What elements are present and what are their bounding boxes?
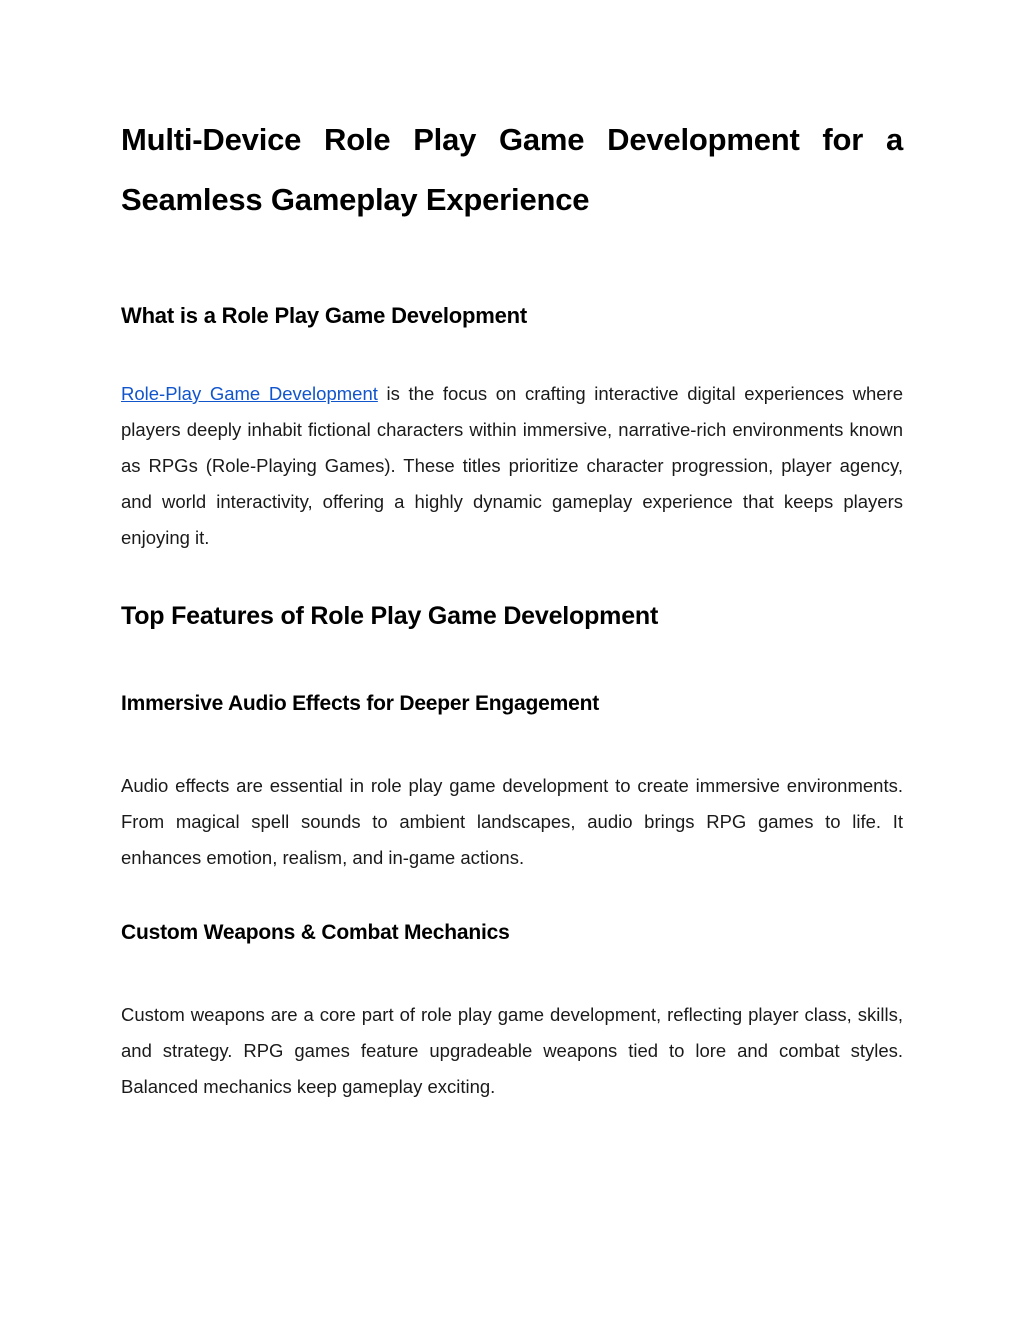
audio-paragraph: Audio effects are essential in role play game development to create immersive environments. From magical spell sounds to ambient landscapes, audio brings RPG games to life. It enhances emotion, realism, and in-game actions. (121, 775, 903, 868)
subheading-custom-weapons: Custom Weapons & Combat Mechanics (121, 921, 510, 944)
intro-paragraph-text: is the focus on crafting interactive digital experiences where players deeply inhabit fictional characters within immersive, narrative-rich environments known as RPGs (Role-Playing Games). These titles prioritize character progression, player agency, and world interactivity, offering a highly dynamic gameplay experience that keeps players enjoying it. (121, 383, 904, 548)
intro-paragraph (121, 376, 903, 556)
weapons-paragraph: Custom weapons are a core part of role play game development, reflecting player class, skills, and strategy. RPG games feature upgradeable weapons tied to lore and combat styles. Balanced mechanics keep gameplay exciting. (121, 1004, 903, 1097)
role-play-game-development-link[interactable]: Role-Play Game Development (121, 383, 378, 404)
section-heading-what-is: What is a Role Play Game Development (121, 303, 528, 328)
section-heading-top-features: Top Features of Role Play Game Development (121, 602, 659, 630)
subheading-audio-effects: Immersive Audio Effects for Deeper Engagement (121, 692, 600, 715)
page-title: Multi-Device Role Play Game Development for a Seamless Gameplay Experience (121, 122, 903, 217)
